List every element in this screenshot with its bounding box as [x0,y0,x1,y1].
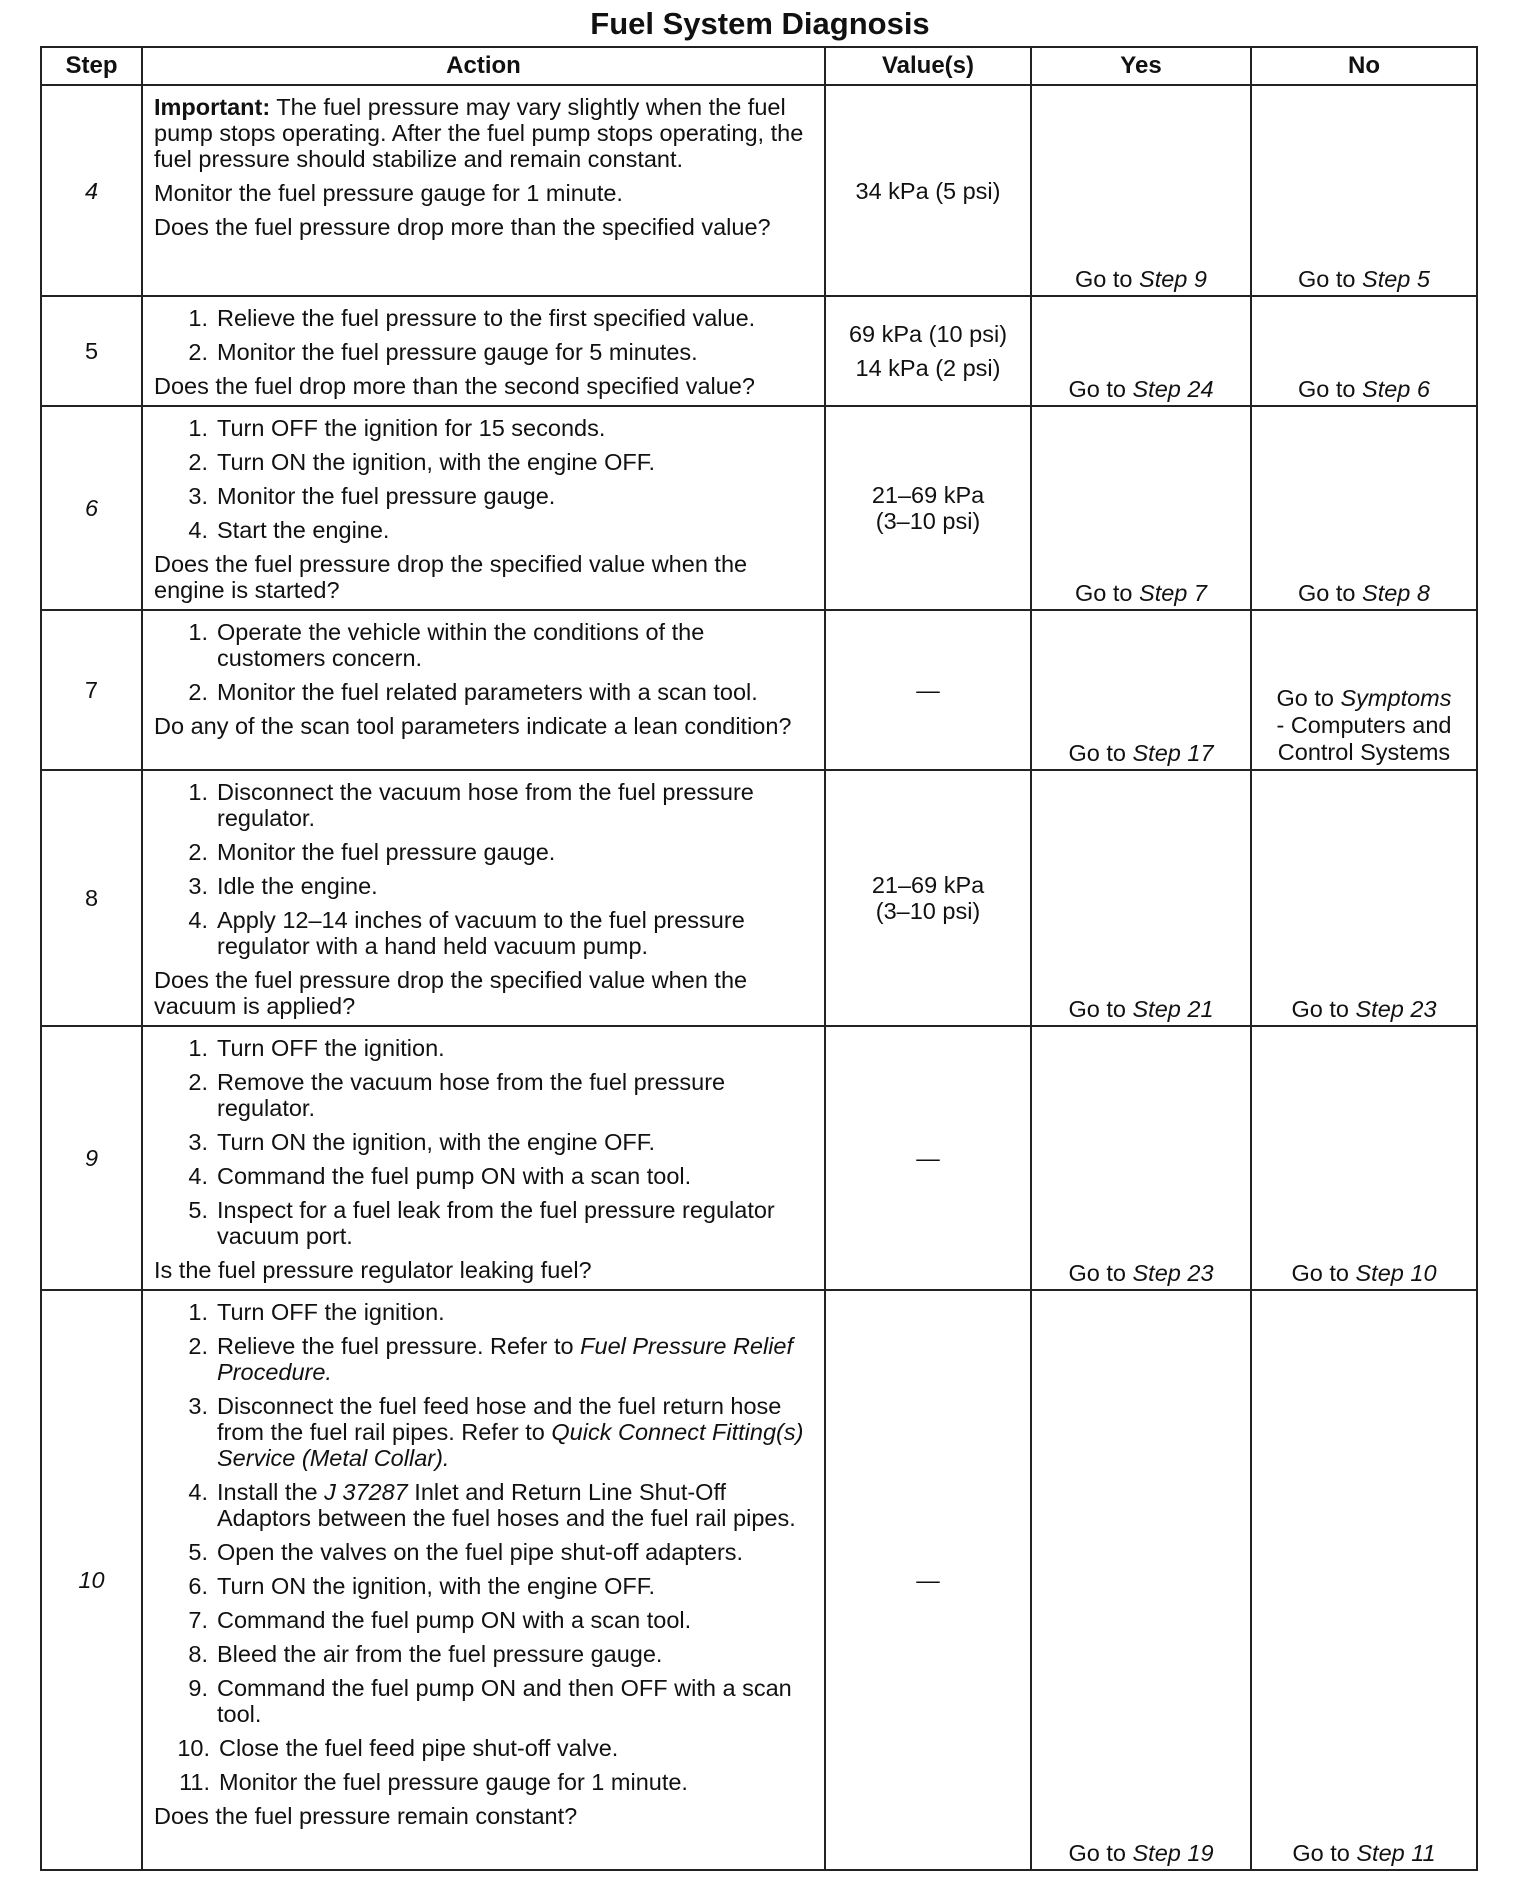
step-number: 6 [41,406,142,610]
list-item [154,1641,814,1667]
value-cell [825,610,1031,770]
item-number: 2. [188,1069,208,1095]
reference-link[interactable]: Fuel Pressure Relief Procedure. [217,1333,794,1385]
header-values: Value(s) [825,47,1031,85]
no-cell [1251,406,1477,610]
yes-link[interactable]: Step 24 [1132,376,1214,402]
no-line-1 [1252,685,1476,712]
reference-link[interactable]: Quick Connect Fitting(s) Service (Metal Collar). [217,1419,804,1471]
action-question: Does the fuel pressure drop the specified value when the vacuum is applied? [154,967,748,1019]
item-text: Turn OFF the ignition for 15 seconds. [217,415,606,441]
step-number: 7 [41,610,142,770]
item-number: 1. [188,305,208,331]
list-item [154,907,814,959]
item-number: 6. [188,1573,208,1599]
important-note [154,94,814,172]
item-text: Monitor the fuel pressure gauge for 5 minutes. [217,339,698,365]
action-list [154,415,814,543]
item-text: Monitor the fuel pressure gauge. [217,839,556,865]
value-text: — [916,677,940,703]
item-text: Apply 12–14 inches of vacuum to the fuel pressure regulator with a hand held vacuum pump. [217,907,745,959]
list-item [154,1479,814,1531]
no-cell [1251,1290,1477,1870]
step-number: 8 [41,770,142,1026]
item-text: Turn OFF the ignition. [217,1035,445,1061]
item-text: Remove the vacuum hose from the fuel pressure regulator. [217,1069,726,1121]
item-number: 10. [177,1735,210,1761]
action-list [154,1035,814,1249]
action-paragraph: Monitor the fuel pressure gauge for 1 minute. [154,180,623,206]
yes-prefix: Go to [1068,1840,1133,1866]
tool-reference: J 37287 [324,1479,408,1505]
list-item [154,449,814,475]
list-item [154,483,814,509]
no-cell [1251,770,1477,1026]
value-text: 21–69 kPa [871,482,985,508]
list-item [154,1393,814,1471]
header-step: Step [41,47,142,85]
item-text: Relieve the fuel pressure. Refer to Fuel Pressure Relief Procedure. [217,1333,794,1385]
item-number: 2. [188,449,208,475]
no-link[interactable]: Step 10 [1355,1260,1437,1286]
yes-link[interactable]: Step 23 [1132,1260,1214,1286]
no-cell [1251,296,1477,406]
step-number: 10 [41,1290,142,1870]
value-cell [825,296,1031,406]
header-yes: Yes [1031,47,1251,85]
item-text: Relieve the fuel pressure to the first specified value. [217,305,756,331]
item-number: 2. [188,839,208,865]
list-item [154,1573,814,1599]
yes-prefix: Go to [1068,740,1133,766]
value-text: 21–69 kPa [871,872,985,898]
item-number: 5. [188,1539,208,1565]
list-item [154,679,814,705]
item-text: Monitor the fuel pressure gauge. [217,483,556,509]
list-item [154,1607,814,1633]
value-text: 69 kPa (10 psi) [848,321,1008,347]
no-prefix: Go to [1276,685,1341,711]
list-item [154,1735,814,1761]
list-item [154,339,814,365]
action-list [154,779,814,959]
action-cell [142,296,825,406]
item-number: 2. [188,339,208,365]
table-row [41,406,1477,610]
no-link[interactable]: Symptoms [1340,685,1452,711]
step-number: 9 [41,1026,142,1290]
yes-prefix: Go to [1075,266,1140,292]
item-text: Install the J 37287 Inlet and Return Line Shut-Off Adaptors between the fuel hoses and the fuel rail pipes. [217,1479,796,1531]
header-row [41,47,1477,85]
diagnosis-table [40,46,1478,1871]
item-text: Operate the vehicle within the conditions of the customers concern. [217,619,705,671]
list-item [154,415,814,441]
no-link[interactable]: Step 5 [1362,266,1430,292]
no-prefix: Go to [1298,376,1363,402]
action-question: Does the fuel pressure drop more than the specified value? [154,214,771,240]
no-prefix: Go to [1291,996,1356,1022]
important-text: The fuel pressure may vary slightly when the fuel pump stops operating. After the fuel pump stops operating, the fuel pressure should stabilize and remain constant. [154,94,804,172]
item-number: 1. [188,619,208,645]
item-number: 2. [188,679,208,705]
list-item [154,1163,814,1189]
item-text: Bleed the air from the fuel pressure gauge. [217,1641,663,1667]
value-text: — [916,1567,940,1593]
yes-link[interactable]: Step 7 [1139,580,1207,606]
table-row [41,770,1477,1026]
yes-cell [1031,85,1251,296]
yes-cell [1031,1026,1251,1290]
yes-cell [1031,610,1251,770]
item-text: Turn ON the ignition, with the engine OFF. [217,449,656,475]
no-cell [1251,1026,1477,1290]
list-item [154,517,814,543]
action-list [154,619,814,705]
action-cell [142,1290,825,1870]
action-question: Does the fuel pressure remain constant? [154,1803,578,1829]
list-item [154,1333,814,1385]
list-item [154,1035,814,1061]
action-cell [142,610,825,770]
value-text: 14 kPa (2 psi) [855,355,1001,381]
item-text: Turn OFF the ignition. [217,1299,445,1325]
no-link[interactable]: Step 23 [1355,996,1437,1022]
item-number: 7. [188,1607,208,1633]
item-number: 3. [188,873,208,899]
action-cell [142,1026,825,1290]
action-question: Is the fuel pressure regulator leaking fuel? [154,1257,592,1283]
item-number: 4. [188,907,208,933]
item-number: 3. [188,1129,208,1155]
item-text: Disconnect the fuel feed hose and the fuel return hose from the fuel rail pipes. Refer to Quick Connect Fitting(s) Service (Metal Collar). [217,1393,804,1471]
item-text: Open the valves on the fuel pipe shut-off adapters. [217,1539,744,1565]
yes-cell [1031,1290,1251,1870]
item-number: 1. [188,1035,208,1061]
value-cell [825,1026,1031,1290]
table-row [41,1026,1477,1290]
item-text: Command the fuel pump ON and then OFF with a scan tool. [217,1675,792,1727]
item-text: Command the fuel pump ON with a scan tool. [217,1163,692,1189]
no-link[interactable]: Step 8 [1362,580,1430,606]
action-cell [142,770,825,1026]
item-number: 4. [188,1479,208,1505]
item-text: Start the engine. [217,517,390,543]
action-question: Does the fuel pressure drop the specified value when the engine is started? [154,551,748,603]
no-prefix: Go to [1298,266,1363,292]
no-prefix: Go to [1292,1840,1357,1866]
list-item [154,1769,814,1795]
action-list [154,1299,814,1795]
no-cell [1251,85,1477,296]
item-number: 1. [188,1299,208,1325]
value-cell [825,85,1031,296]
no-line-2: - Computers and [1276,712,1452,738]
yes-cell [1031,406,1251,610]
no-prefix: Go to [1298,580,1363,606]
yes-prefix: Go to [1068,1260,1133,1286]
value-cell [825,406,1031,610]
item-text: Monitor the fuel related parameters with a scan tool. [217,679,758,705]
item-text: Idle the engine. [217,873,378,899]
list-item [154,1197,814,1249]
step-number: 4 [41,85,142,296]
no-link[interactable]: Step 11 [1356,1840,1436,1866]
item-number: 1. [188,415,208,441]
yes-cell [1031,296,1251,406]
value-cell [825,1290,1031,1870]
action-cell [142,406,825,610]
list-item [154,1129,814,1155]
item-text: Disconnect the vacuum hose from the fuel pressure regulator. [217,779,754,831]
action-list [154,305,814,365]
table-row [41,1290,1477,1870]
item-number: 5. [188,1197,208,1223]
item-number: 1. [188,779,208,805]
important-label: Important: [154,94,271,120]
item-text: Inspect for a fuel leak from the fuel pressure regulator vacuum port. [217,1197,775,1249]
step-number: 5 [41,296,142,406]
item-text: Command the fuel pump ON with a scan tool. [217,1607,692,1633]
item-text: Monitor the fuel pressure gauge for 1 minute. [219,1769,688,1795]
value-text: — [916,1145,940,1171]
page-title: Fuel System Diagnosis [590,6,930,41]
item-number: 2. [188,1333,208,1359]
action-question: Does the fuel drop more than the second specified value? [154,373,755,399]
item-number: 4. [188,517,208,543]
value-cell [825,770,1031,1026]
action-question: Do any of the scan tool parameters indicate a lean condition? [154,713,792,739]
no-line-3: Control Systems [1277,739,1451,765]
item-text: Turn ON the ignition, with the engine OFF. [217,1573,656,1599]
table-row [41,610,1477,770]
yes-link[interactable]: Step 21 [1132,996,1214,1022]
item-number: 11. [179,1769,210,1795]
yes-prefix: Go to [1068,996,1133,1022]
action-cell [142,85,825,296]
header-action: Action [142,47,825,85]
item-number: 3. [188,483,208,509]
item-text: Turn ON the ignition, with the engine OFF. [217,1129,656,1155]
value-text: 34 kPa (5 psi) [855,177,1001,204]
item-number: 8. [188,1641,208,1667]
table-row [41,85,1477,296]
list-item [154,1069,814,1121]
item-number: 9. [188,1675,208,1701]
no-cell [1251,610,1477,770]
no-prefix: Go to [1291,1260,1356,1286]
yes-cell [1031,770,1251,1026]
table-row [41,296,1477,406]
item-number: 4. [188,1163,208,1189]
no-link[interactable]: Step 6 [1362,376,1430,402]
list-item [154,619,814,671]
yes-link[interactable]: Step 17 [1132,740,1214,766]
item-text: Close the fuel feed pipe shut-off valve. [219,1735,619,1761]
list-item [154,873,814,899]
yes-prefix: Go to [1075,580,1140,606]
list-item [154,1299,814,1325]
value-text: (3–10 psi) [875,898,981,924]
list-item [154,1539,814,1565]
list-item [154,839,814,865]
yes-prefix: Go to [1068,376,1133,402]
list-item [154,1675,814,1727]
yes-link[interactable]: Step 19 [1132,1840,1214,1866]
list-item [154,779,814,831]
header-no: No [1251,47,1477,85]
value-text: (3–10 psi) [875,508,981,534]
yes-link[interactable]: Step 9 [1139,266,1207,292]
item-number: 3. [188,1393,208,1419]
list-item [154,305,814,331]
